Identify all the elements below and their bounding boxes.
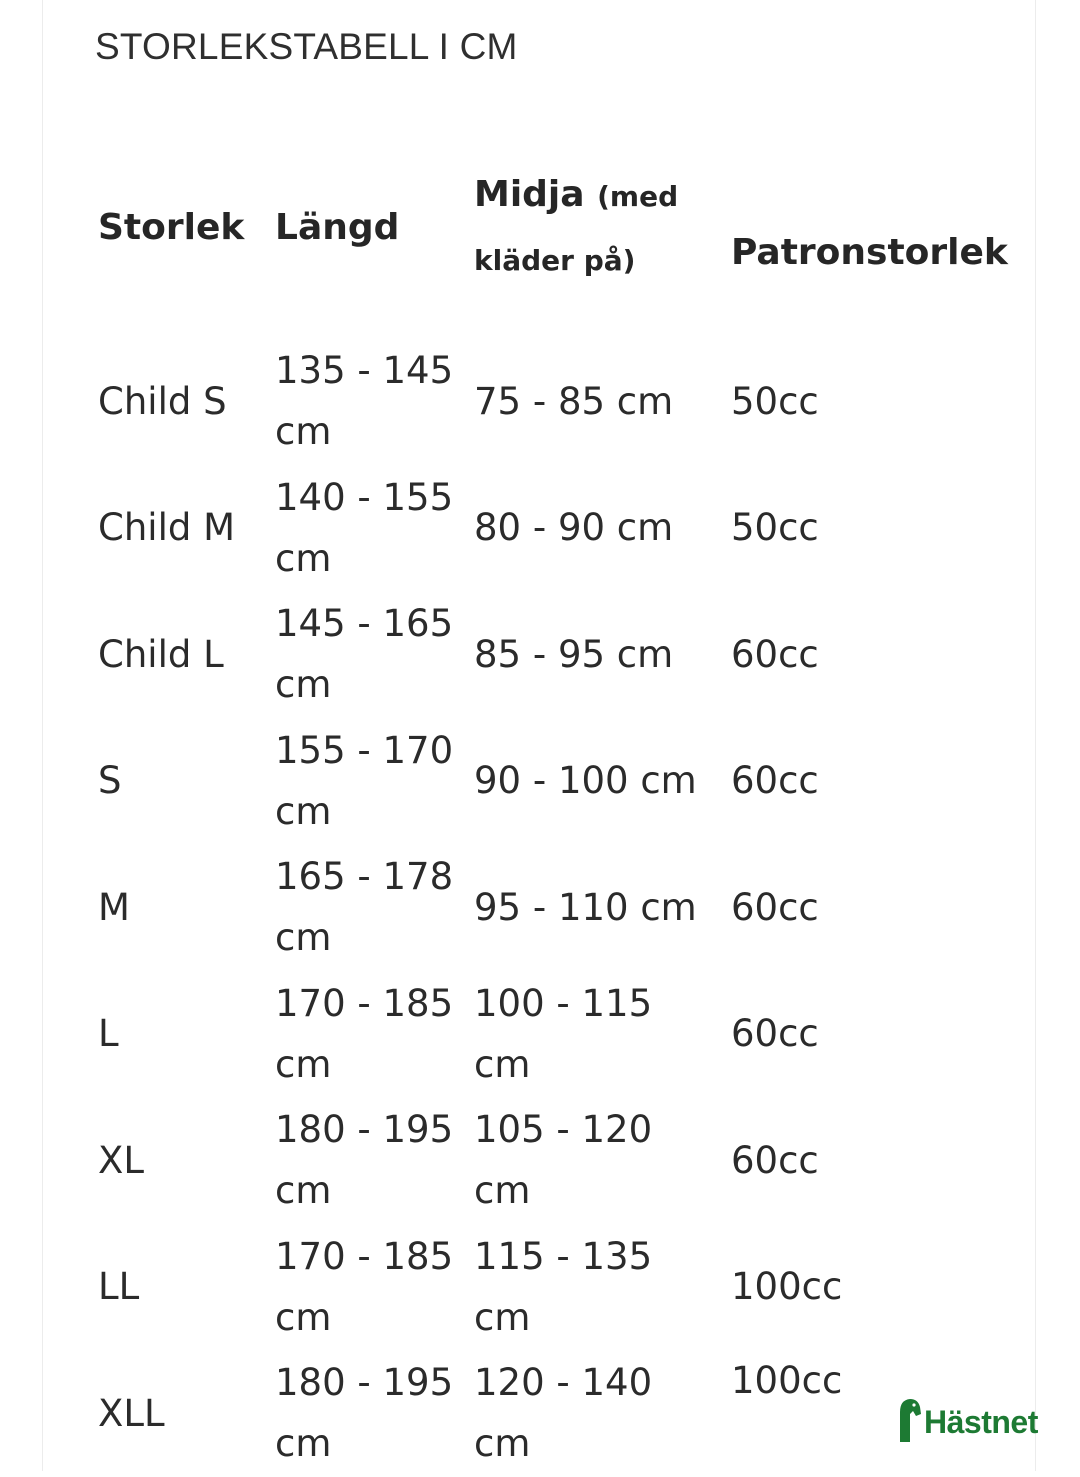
cell-length: 180 - 195 cm <box>275 1108 454 1213</box>
header-length: Längd <box>275 207 400 248</box>
cell-size: Child M <box>98 506 236 550</box>
cell-waist: 90 - 100 cm <box>474 759 697 803</box>
cell-length: 155 - 170 cm <box>275 728 454 833</box>
cell-length: 170 - 185 cm <box>275 981 454 1086</box>
cell-cartridge: 60cc <box>731 632 819 676</box>
watermark-text: Hästnet <box>924 1403 1038 1440</box>
cell-waist: 75 - 85 cm <box>474 379 674 423</box>
cell-cartridge: 50cc <box>731 506 819 550</box>
cell-size: Child S <box>98 379 227 423</box>
page-title: STORLEKSTABELL I CM <box>95 26 518 67</box>
horse-head-icon <box>896 1398 922 1446</box>
cell-size: Child L <box>98 632 224 676</box>
table-row <box>88 338 1018 465</box>
table-row <box>88 844 1018 971</box>
cell-waist: 115 - 135 cm <box>474 1234 653 1339</box>
cell-cartridge: 60cc <box>731 885 819 929</box>
cell-waist: 95 - 110 cm <box>474 885 697 929</box>
header-waist-label: Midja <box>474 174 585 215</box>
cell-size: L <box>98 1012 119 1056</box>
table-row <box>88 1350 1018 1477</box>
size-table <box>88 118 1018 1477</box>
cell-length: 180 - 195 cm <box>275 1361 454 1466</box>
header-cartridge: Patronstorlek <box>731 232 1008 273</box>
cell-length: 170 - 185 cm <box>275 1234 454 1339</box>
header-waist-note: (med kläder på) <box>474 180 679 277</box>
cell-cartridge: 60cc <box>731 1138 819 1182</box>
cell-waist: 85 - 95 cm <box>474 632 674 676</box>
cell-length: 140 - 155 cm <box>275 475 454 580</box>
header-size: Storlek <box>98 207 245 248</box>
cell-size: M <box>98 885 130 929</box>
cell-cartridge: 50cc <box>731 379 819 423</box>
header-waist <box>464 118 721 338</box>
cell-cartridge: 100cc <box>731 1265 843 1309</box>
cell-size: S <box>98 759 122 803</box>
table-row <box>88 1097 1018 1224</box>
cell-cartridge: 60cc <box>731 1012 819 1056</box>
cell-length: 135 - 145 cm <box>275 349 454 454</box>
table-row <box>88 971 1018 1098</box>
cell-cartridge: 60cc <box>731 759 819 803</box>
table-row <box>88 718 1018 845</box>
cell-length: 145 - 165 cm <box>275 602 454 707</box>
cell-size: XL <box>98 1138 144 1182</box>
hastnet-watermark <box>896 1398 1038 1446</box>
table-row <box>88 591 1018 718</box>
table-header-row <box>88 118 1018 338</box>
cell-size: LL <box>98 1265 140 1309</box>
cell-waist: 80 - 90 cm <box>474 506 674 550</box>
table-row <box>88 1224 1018 1351</box>
cell-waist: 105 - 120 cm <box>474 1108 653 1213</box>
cell-size: XLL <box>98 1391 165 1435</box>
cell-waist: 120 - 140 cm <box>474 1361 653 1466</box>
cell-length: 165 - 178 cm <box>275 855 454 960</box>
table-row <box>88 465 1018 592</box>
cell-cartridge: 100cc <box>731 1359 843 1402</box>
cell-waist: 100 - 115 cm <box>474 981 653 1086</box>
